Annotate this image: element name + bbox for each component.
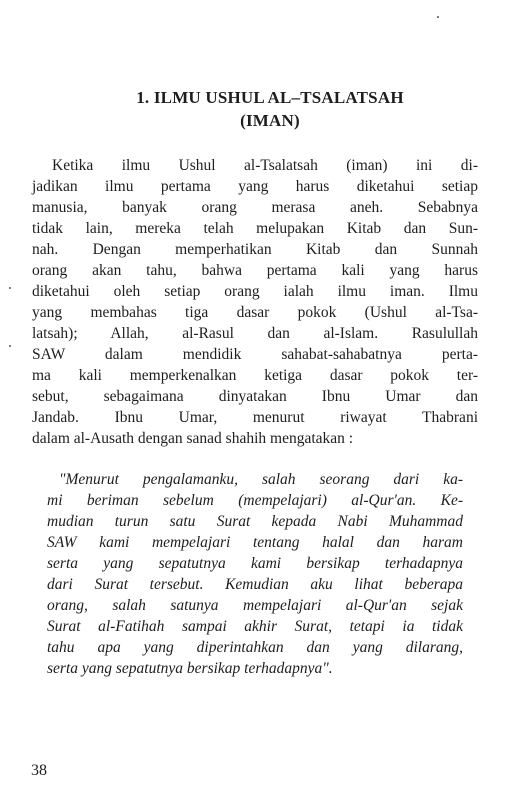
quote-line: mudian turun satu Surat kepada Nabi Muhammad <box>47 513 463 530</box>
quote-line: tahu apa yang diperintahkan dan yang dilarang, <box>47 639 463 656</box>
body-line: ma kali memperkenalkan ketiga dasar pokok ter- <box>32 367 478 384</box>
body-line: tidak lain, mereka telah melupakan Kitab dan Sun- <box>32 220 478 237</box>
body-line: jadikan ilmu pertama yang harus diketahui setiap <box>32 178 478 195</box>
quote-line: orang, salah satunya mempelajari al-Qur'an sejak <box>47 597 463 614</box>
quote-line: serta yang sepatutnya kami bersikap terhadapnya <box>47 555 463 572</box>
body-line: SAW dalam mendidik sahabat-sahabatnya perta- <box>32 346 478 363</box>
quote-line: Surat al-Fatihah sampai akhir Surat, tetapi ia tidak <box>47 618 463 635</box>
quote-line: dari Surat tersebut. Kemudian aku lihat beberapa <box>47 576 463 593</box>
body-line: yang membahas tiga dasar pokok (Ushul al-Tsa- <box>32 304 478 321</box>
body-line: latsah); Allah, al-Rasul dan al-Islam. Rasulullah <box>32 325 478 342</box>
body-line: diketahui oleh setiap orang ialah ilmu iman. Ilmu <box>32 283 478 300</box>
scan-speck <box>9 287 11 289</box>
scan-speck <box>9 345 11 347</box>
quote-line: serta yang sepatutnya bersikap terhadapnya". <box>47 660 333 677</box>
body-line: dalam al-Ausath dengan sanad shahih mengatakan : <box>32 430 354 447</box>
page-number: 38 <box>31 762 47 779</box>
body-line: orang akan tahu, bahwa pertama kali yang harus <box>32 262 478 279</box>
quote-line: mi beriman sebelum (mempelajari) al-Qur'an. Ke- <box>47 492 463 509</box>
body-line: Ketika ilmu Ushul al-Tsalatsah (iman) ini di- <box>52 157 478 174</box>
body-line: manusia, banyak orang merasa aneh. Sebabnya <box>32 199 478 216</box>
body-line: sebut, sebagaimana dinyatakan Ibnu Umar dan <box>32 388 478 405</box>
body-line: nah. Dengan memperhatikan Kitab dan Sunnah <box>32 241 478 258</box>
body-line: Jandab. Ibnu Umar, menurut riwayat Thabrani <box>32 409 478 426</box>
scan-speck <box>437 16 439 18</box>
quote-line: "Menurut pengalamanku, salah seorang dari ka- <box>59 471 463 488</box>
quote-line: SAW kami mempelajari tentang halal dan haram <box>47 534 463 551</box>
chapter-subtitle: (IMAN) <box>240 111 300 130</box>
chapter-title: 1. ILMU USHUL AL–TSALATSAH <box>136 88 404 107</box>
